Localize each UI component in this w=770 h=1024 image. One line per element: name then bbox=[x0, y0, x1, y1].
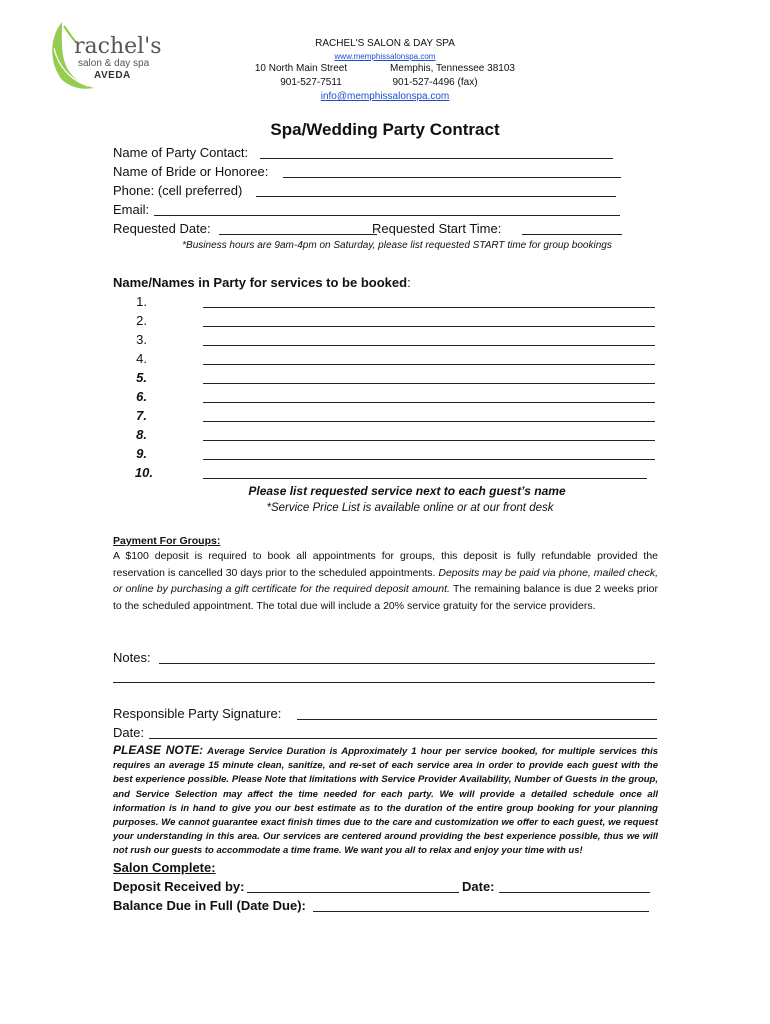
requested-start-field[interactable] bbox=[522, 234, 622, 235]
price-list-note: *Service Price List is available online or at our front desk bbox=[266, 502, 554, 514]
requested-date-field[interactable] bbox=[219, 234, 377, 235]
email-label: Email: bbox=[113, 202, 150, 217]
notes-field-1[interactable] bbox=[159, 663, 655, 664]
guest-number-2: 2. bbox=[136, 313, 147, 328]
guest-line-3[interactable] bbox=[203, 345, 655, 346]
date-label: Date: bbox=[113, 725, 145, 740]
guest-number-8: 8. bbox=[136, 427, 147, 442]
payment-text-3: The remaining balance is due 2 weeks prior to the scheduled appointment. The total due will include a 20% service gratuity for the service providers. bbox=[113, 583, 659, 612]
salon-logo bbox=[48, 18, 162, 90]
guest-number-5: 5. bbox=[136, 370, 147, 385]
guest-number-3: 3. bbox=[136, 332, 147, 347]
guest-number-10: 10. bbox=[134, 465, 153, 480]
payment-heading: Payment For Groups: bbox=[113, 535, 221, 547]
deposit-date-label: Date: bbox=[462, 879, 495, 894]
logo-subtitle: salon & day spa bbox=[78, 58, 150, 69]
guest-line-9[interactable] bbox=[203, 459, 655, 460]
website-link[interactable]: www.memphissalonspa.com bbox=[334, 52, 436, 61]
service-note: Please list requested service next to each guest’s name bbox=[248, 484, 566, 498]
payment-text-2: Deposits may be paid via phone, mailed check, or online by purchasing a gift certificate for the required deposit amount. bbox=[113, 566, 658, 595]
guest-line-5[interactable] bbox=[203, 383, 655, 384]
notes-field-2[interactable] bbox=[113, 682, 655, 683]
guest-line-1[interactable] bbox=[203, 307, 655, 308]
phone-number: 901-527-7511 bbox=[280, 77, 342, 88]
guest-number-6: 6. bbox=[136, 389, 147, 404]
party-contact-label: Name of Party Contact: bbox=[113, 145, 249, 160]
please-note-label: PLEASE NOTE: bbox=[113, 743, 204, 757]
balance-due-field[interactable] bbox=[313, 911, 649, 912]
names-heading-text: Name/Names in Party for services to be booked bbox=[113, 275, 408, 290]
guest-number-1: 1. bbox=[136, 294, 147, 309]
please-note-text: Average Service Duration is Approximately 1 hour per service booked, for multiple services this requires an average 15 minute clean, sanitize, and re-set of each service area in order to provide each guest with the best experience possible. Please Note that limitations with Service Provider Availability, Number of Guests in the group, and Service Selection may affect the time needed for each party. We will provide a detailed schedule once all information is in hand to give you our best estimate as to the duration of the entire group booking for your planning purposes. We cannot guarantee exact finish times due to the care and customization we offer to each guest, we request your understanding in this area. Our services are centered around providing the best experience possible, thus we will not rush our guests to accommodate a time frame. We want you all to relax and enjoy your time with us! bbox=[113, 746, 658, 857]
logo-brand: AVEDA bbox=[94, 70, 131, 81]
guest-line-8[interactable] bbox=[203, 440, 655, 441]
business-name: RACHEL'S SALON & DAY SPA bbox=[315, 38, 455, 49]
bride-label: Name of Bride or Honoree: bbox=[113, 164, 269, 179]
requested-date-label: Requested Date: bbox=[113, 221, 211, 236]
business-hours-note: *Business hours are 9am-4pm on Saturday, please list requested START time for group bookings bbox=[182, 240, 612, 251]
notes-label: Notes: bbox=[113, 650, 151, 665]
deposit-date-field[interactable] bbox=[499, 892, 650, 893]
please-note-block bbox=[113, 743, 658, 859]
deposit-received-label: Deposit Received by: bbox=[113, 879, 245, 894]
party-contact-field[interactable] bbox=[260, 158, 613, 159]
guest-line-10[interactable] bbox=[203, 478, 647, 479]
salon-complete-heading: Salon Complete: bbox=[113, 860, 216, 875]
address-street: 10 North Main Street bbox=[254, 63, 348, 74]
payment-terms bbox=[113, 548, 658, 614]
date-field[interactable] bbox=[149, 738, 657, 739]
signature-field[interactable] bbox=[297, 719, 657, 720]
guest-line-2[interactable] bbox=[203, 326, 655, 327]
fax-number: 901-527-4496 (fax) bbox=[392, 77, 478, 88]
signature-label: Responsible Party Signature: bbox=[113, 706, 282, 721]
names-heading-colon: : bbox=[407, 275, 411, 290]
requested-start-label: Requested Start Time: bbox=[372, 221, 502, 236]
guest-line-7[interactable] bbox=[203, 421, 655, 422]
phone-label: Phone: (cell preferred) bbox=[113, 183, 243, 198]
guest-line-4[interactable] bbox=[203, 364, 655, 365]
guest-number-9: 9. bbox=[136, 446, 147, 461]
guest-number-7: 7. bbox=[136, 408, 147, 423]
names-heading bbox=[113, 275, 411, 290]
page-title: Spa/Wedding Party Contract bbox=[270, 120, 500, 139]
logo-name: rachel's bbox=[74, 34, 162, 59]
guest-line-6[interactable] bbox=[203, 402, 655, 403]
payment-text-1: A $100 deposit is required to book all appointments for groups, this deposit is fully refundable provided the reservation is cancelled 30 days prior to the scheduled appointments. bbox=[113, 550, 658, 579]
guest-number-4: 4. bbox=[136, 351, 147, 366]
email-link[interactable]: info@memphissalonspa.com bbox=[320, 91, 450, 102]
balance-due-label: Balance Due in Full (Date Due): bbox=[113, 898, 306, 913]
bride-field[interactable] bbox=[283, 177, 621, 178]
address-city: Memphis, Tennessee 38103 bbox=[390, 63, 515, 74]
deposit-received-field[interactable] bbox=[247, 892, 459, 893]
email-field[interactable] bbox=[154, 215, 620, 216]
phone-field[interactable] bbox=[256, 196, 616, 197]
